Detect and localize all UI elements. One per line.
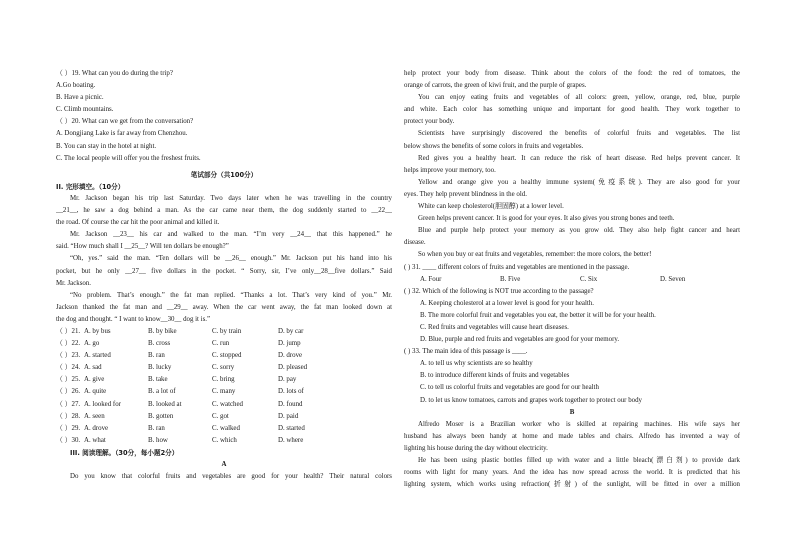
- q33-option-b: B. to introduce different kinds of fruits and vegetables: [420, 372, 570, 380]
- option-a: A. looked for: [84, 400, 121, 408]
- passage-line: He has been using plastic bottles filled up with water and a little bleach(漂白剂) to provide dark: [418, 457, 740, 464]
- question-number: （ ）25.: [56, 376, 81, 384]
- cloze-option-row: [56, 399, 392, 411]
- option-c: C. walked: [212, 424, 240, 432]
- option-d: D. paid: [278, 412, 299, 420]
- cloze-option-row: [56, 350, 392, 362]
- cloze-passage: [56, 193, 392, 326]
- passage-line: and white. Each color has something unique and important for good health. They work together to: [404, 106, 740, 114]
- option-d: D. drove: [278, 352, 303, 360]
- option-c: C. bring: [212, 376, 235, 384]
- passage-line: rooms with light for many years. And the idea has now spread across the world. It is predicted that his: [404, 469, 740, 477]
- passage-line: lighting his house during the day without electricity.: [404, 444, 548, 452]
- q19-option-c: C. Climb mountains.: [56, 106, 114, 114]
- passage-line: Alfredo Moser is a Brazilian worker who is skilled at repairing machines. His wife says her: [418, 420, 740, 428]
- written-section-heading: 笔试部分（共100分）: [190, 170, 258, 179]
- q19-option-b: B. Have a picnic.: [56, 94, 104, 102]
- option-a: A. drove: [84, 424, 109, 432]
- option-a: A. quite: [84, 388, 107, 396]
- option-a: A. give: [84, 376, 105, 384]
- cloze-heading: II. 完形填空。（10分）: [56, 182, 125, 191]
- q31-choice-a: A. Four: [420, 275, 442, 283]
- q31-choice-d: D. Seven: [660, 275, 686, 283]
- passage-line: Mr. Jackson began his trip last Saturday. Two days later when he was travelling in the country: [70, 194, 392, 202]
- option-d: D. lots of: [278, 388, 304, 396]
- option-c: C. sorry: [212, 364, 235, 372]
- passage-line: “No problem. That’s enough.” the fat man replied. “Thanks a lot. That’s very kind of you.” Mr.: [70, 291, 392, 299]
- option-b: B. looked at: [148, 400, 182, 408]
- passage-line: disease.: [404, 239, 426, 247]
- option-a: A. go: [84, 340, 100, 348]
- passage-line: husband has always been handy at home and made tables and chairs. Alfredo has invented a way of: [404, 432, 740, 440]
- passage-line: helps improve your memory, too.: [404, 166, 496, 174]
- option-b: B. take: [148, 376, 168, 384]
- option-c: C. many: [212, 388, 236, 396]
- option-d: D. pay: [278, 376, 297, 384]
- option-a: A. seen: [84, 412, 105, 420]
- cloze-option-row: [56, 423, 392, 435]
- q33-option-d: D. to let us know tomatoes, carrots and grapes work together to protect our body: [420, 396, 642, 404]
- passage-line: You can enjoy eating fruits and vegetables of all colors: green, yellow, orange, red, blue, purple: [418, 94, 740, 102]
- question-number: （ ）30.: [56, 436, 81, 444]
- q33-option-a: A. to tell us why scientists are so healthy: [420, 360, 533, 368]
- option-a: A. started: [84, 352, 111, 360]
- option-c: C. run: [212, 340, 230, 348]
- reading-heading: III. 阅读理解。（30分，每小题2分）: [70, 448, 179, 457]
- question-number: （ ）23.: [56, 352, 81, 360]
- question-number: （ ）27.: [56, 400, 81, 408]
- passage-line: orange of carrots, the green of kiwi fruit, and the purple of grapes.: [404, 82, 587, 90]
- question-33: ( ) 33. The main idea of this passage is ____.: [404, 348, 528, 356]
- cloze-option-row: [56, 386, 392, 398]
- option-b: B. ran: [148, 352, 165, 360]
- cloze-options: [56, 326, 392, 447]
- passage-line: lighting system, which works using refraction(折射) of the sunlight, will be fitted in over a million: [404, 481, 740, 489]
- option-b: B. a lot of: [148, 388, 176, 396]
- option-a: A. by bus: [84, 327, 111, 335]
- q32-option-c: C. Red fruits and vegetables will cause heart diseases.: [420, 323, 569, 331]
- passage-line: the road. Of course the car hit the poor animal and killed it.: [56, 219, 220, 227]
- passage-line: Mr. Jackson.: [56, 279, 92, 287]
- q31-choices: [404, 274, 740, 286]
- option-d: D. by car: [278, 327, 304, 335]
- passage-line: the dog and thought. “ I want to know__30__ dog it is.”: [56, 315, 211, 323]
- passage-line: below shows the benefits of some colors in fruits and vegetables.: [404, 142, 584, 150]
- option-d: D. where: [278, 436, 304, 444]
- question-number: （ ）29.: [56, 424, 81, 432]
- option-d: D. found: [278, 400, 303, 408]
- cloze-option-row: [56, 411, 392, 423]
- q20-option-b: B. You can stay in the hotel at night.: [56, 142, 157, 150]
- passage-b: [404, 419, 740, 492]
- option-c: C. watched: [212, 400, 243, 408]
- passage-line: White can keep cholesterol(胆固醇) at a lower level.: [418, 203, 564, 211]
- passage-line: __21__, he saw a dog behind a man. As the car came near them, the dog suddenly started to __22__: [56, 207, 392, 215]
- option-b: B. gotten: [148, 412, 174, 420]
- right-column: [404, 68, 740, 491]
- option-c: C. which: [212, 436, 237, 444]
- question-19: （ ）19. What can you do during the trip?: [56, 70, 173, 77]
- passage-a-first-line: Do you know that colorful fruits and vegetables are good for your health? Their natural colors: [70, 473, 392, 481]
- passage-line: pocket, but he only __27__ five dollars in the pocket. “ Sorry, sir, I’ve only__28__five dollars.” Said: [56, 267, 392, 275]
- question-number: （ ）24.: [56, 364, 81, 372]
- option-a: A. what: [84, 436, 106, 444]
- option-b: B. by bike: [148, 327, 177, 335]
- question-number: （ ）28.: [56, 412, 81, 420]
- passage-line: Jackson thanked the fat man and __29__ away. When the car went away, the fat man looked down at: [56, 303, 392, 311]
- option-c: C. by train: [212, 327, 242, 335]
- q32-option-d: D. Blue, purple and red fruits and vegetables are good for your memory.: [420, 336, 620, 344]
- passage-line: “Oh, yes.” said the man. “Ten dollars will be __26__ enough.” Mr. Jackson put his hand into his: [70, 255, 392, 263]
- q32-option-b: B. The more colorful fruit and vegetables you eat, the better it will be for your health.: [420, 311, 656, 319]
- q19-option-a: A.Go boating.: [56, 82, 96, 90]
- passage-b-label: B: [569, 408, 575, 416]
- passage-a-label: A: [221, 461, 227, 468]
- passage-line: said. “How much shall I __25__? Will ten dollars be enough?”: [56, 243, 229, 251]
- q32-option-a: A. Keeping cholesterol at a lower level is good for your health.: [420, 299, 594, 307]
- passage-line: Yellow and orange give you a healthy immune system(免疫系统). They are also good for your: [418, 178, 740, 186]
- passage-line: protect your body.: [404, 118, 455, 126]
- option-a: A. sad: [84, 364, 102, 372]
- question-31: ( ) 31. ____ different colors of fruits and vegetables are mentioned in the passage.: [404, 263, 630, 271]
- option-b: B. how: [148, 436, 168, 444]
- option-b: B. lucky: [148, 364, 172, 372]
- passage-line: Blue and purple help protect your memory as you grow old. They also help fight cancer and heart: [418, 227, 740, 235]
- passage-line: Red gives you a healthy heart. It can reduce the risk of heart disease. Red helps prevent cancer. It: [418, 154, 740, 162]
- cloze-option-row: [56, 362, 392, 374]
- question-32: ( ) 32. Which of the following is NOT true according to the passage?: [404, 287, 594, 295]
- left-column: [56, 68, 392, 483]
- option-d: D. started: [278, 424, 305, 432]
- option-c: C. got: [212, 412, 229, 420]
- q20-option-a: A. Dongjiang Lake is far away from Chenzhou.: [56, 130, 188, 138]
- passage-a: [404, 68, 740, 262]
- q20-option-c: C. The local people will offer you the freshest fruits.: [56, 154, 201, 162]
- question-number: （ ）26.: [56, 388, 81, 396]
- passage-line: So when you buy or eat fruits and vegetables, remember: the more colors, the better!: [418, 251, 652, 259]
- option-d: D. jump: [278, 340, 301, 348]
- option-c: C. stopped: [212, 352, 242, 360]
- cloze-option-row: [56, 374, 392, 386]
- question-20: （ ）20. What can we get from the conversation?: [56, 118, 194, 126]
- q31-choice-c: C. Six: [580, 275, 598, 283]
- q31-choice-b: B. Five: [500, 275, 521, 283]
- option-b: B. cross: [148, 340, 171, 348]
- passage-line: Scientists have surprisingly discovered the benefits of colorful fruits and vegetables. The list: [418, 130, 740, 138]
- cloze-option-row: [56, 435, 392, 447]
- cloze-option-row: [56, 326, 392, 338]
- question-number: （ ）21.: [56, 327, 81, 335]
- passage-line: help protect your body from disease. Think about the colors of the food: the red of tomatoes, the: [404, 70, 740, 77]
- option-b: B. ran: [148, 424, 165, 432]
- question-number: （ ）22.: [56, 340, 81, 348]
- passage-line: Mr. Jackson __23__ his car and walked to the man. “I’m very __24__ that this happened.” he: [70, 231, 392, 239]
- passage-line: Green helps prevent cancer. It is good for your eyes. It also gives you strong bones and teeth.: [418, 215, 675, 223]
- option-d: D. pleased: [278, 364, 308, 372]
- cloze-option-row: [56, 338, 392, 350]
- passage-line: eyes. They help prevent blindness in the old.: [404, 190, 527, 198]
- q33-option-c: C. to tell us colorful fruits and vegetables are good for our health: [420, 384, 599, 392]
